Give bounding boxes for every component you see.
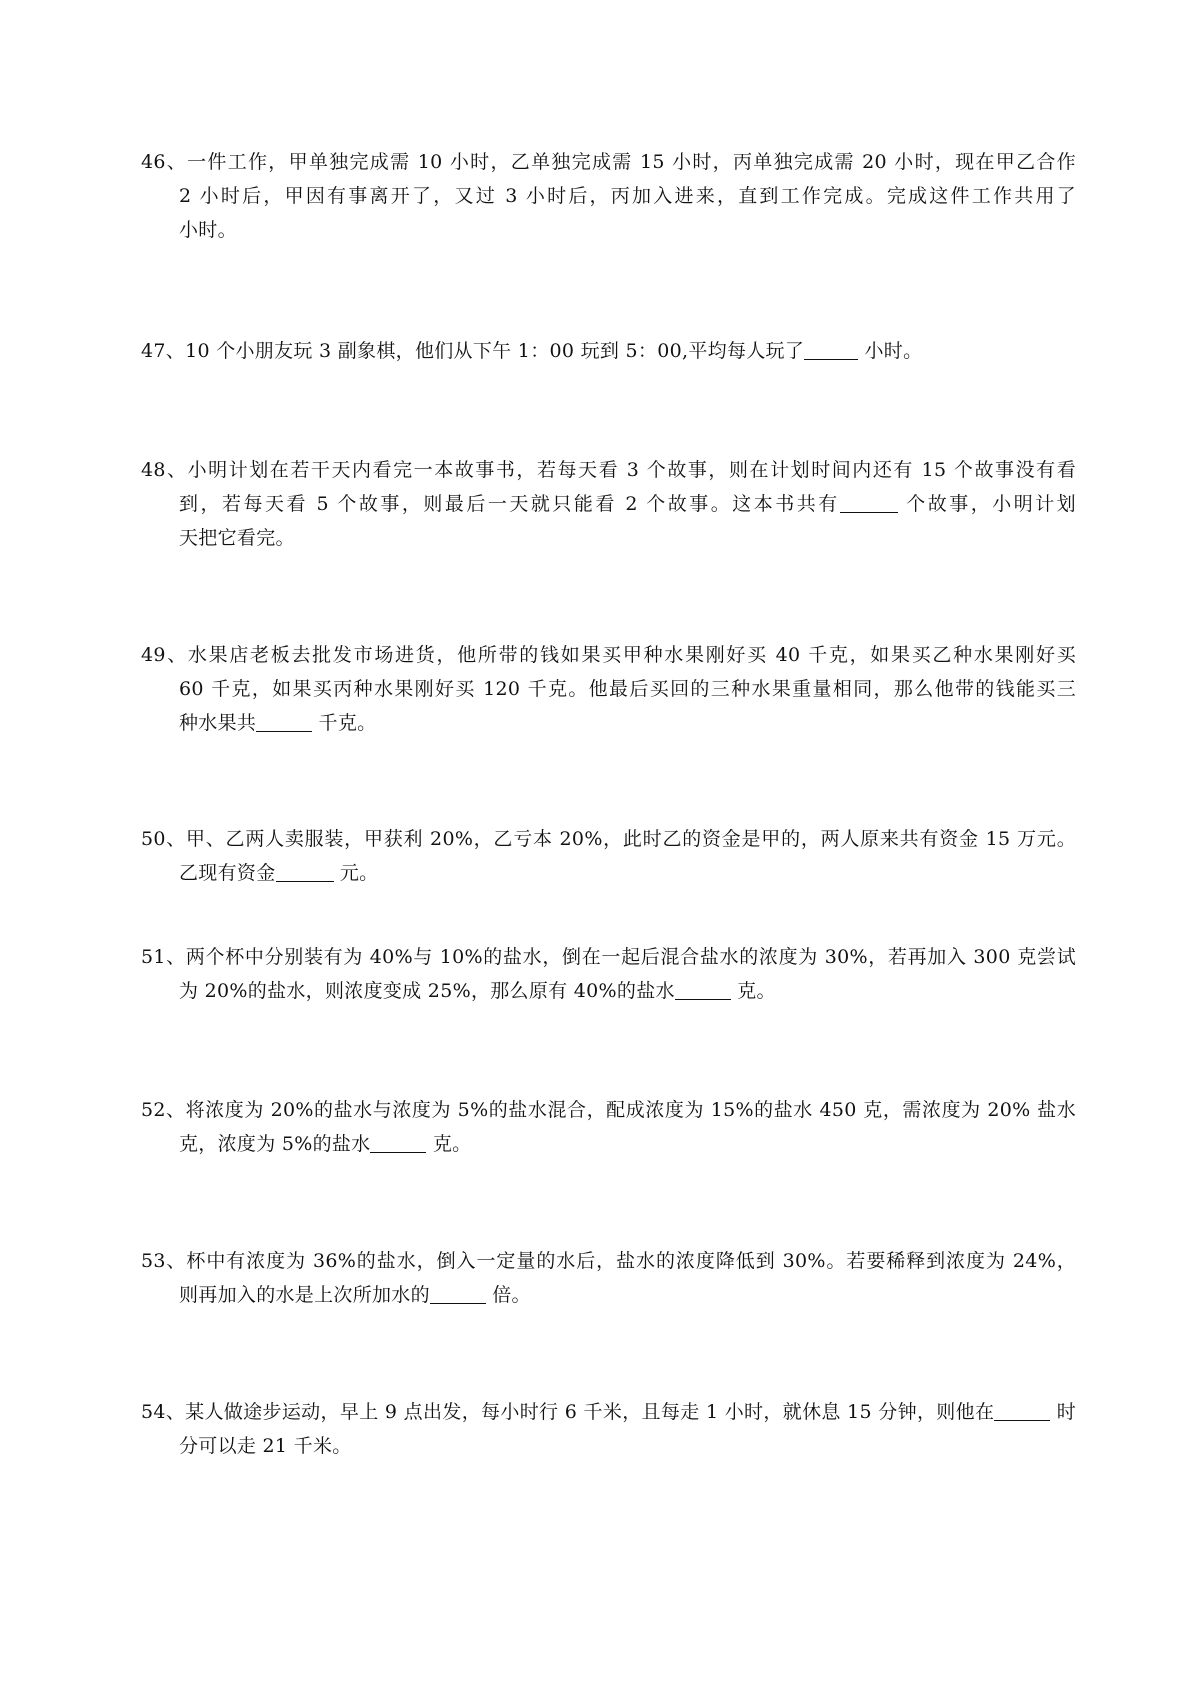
answer-blank[interactable] — [256, 711, 312, 732]
question-text: 时 — [1050, 1401, 1076, 1423]
answer-blank[interactable] — [276, 861, 334, 882]
question-text: 52、将浓度为 20%的盐水与浓度为 5%的盐水混合，配成浓度为 15%的盐水 450 克，需浓度为 20% 盐水 — [141, 1099, 1076, 1121]
question-text: 小时。 — [858, 340, 923, 362]
question-text: 乙现有资金 — [179, 862, 276, 884]
question-54 — [141, 1395, 1076, 1463]
question-line — [141, 974, 1076, 1008]
question-text: 到，若每天看 5 个故事，则最后一天就只能看 2 个故事。这本书共有 — [179, 493, 840, 515]
question-text: 49、水果店老板去批发市场进货，他所带的钱如果买甲种水果刚好买 40 千克，如果买乙种水果刚好买 — [141, 644, 1076, 666]
question-line — [141, 521, 1076, 555]
question-line — [141, 1127, 1076, 1161]
question-text: 54、某人做途步运动，早上 9 点出发，每小时行 6 千米，且每走 1 小时，就休息 15 分钟，则他在 — [141, 1401, 995, 1423]
question-line — [141, 487, 1076, 521]
question-text: 48、小明计划在若干天内看完一本故事书，若每天看 3 个故事，则在计划时间内还有 15 个故事没有看 — [141, 459, 1076, 481]
question-text: 47、10 个小朋友玩 3 副象棋，他们从下午 1：00 玩到 5：00,平均每人玩了 — [141, 340, 805, 362]
answer-blank[interactable] — [675, 979, 731, 1000]
question-text: 千克。 — [312, 712, 377, 734]
question-text: 60 千克，如果买丙种水果刚好买 120 千克。他最后买回的三种水果重量相同，那么他带的钱能买三 — [179, 678, 1076, 700]
question-text: 元。 — [333, 862, 379, 884]
question-line — [141, 213, 1076, 247]
question-line — [141, 822, 1076, 856]
answer-blank[interactable] — [994, 1400, 1050, 1421]
question-text: 46、一件工作，甲单独完成需 10 小时，乙单独完成需 15 小时，丙单独完成需 20 小时，现在甲乙合作 — [141, 151, 1076, 173]
question-line — [141, 638, 1076, 672]
question-line — [141, 1429, 1076, 1463]
question-46 — [141, 145, 1076, 247]
question-text: 种水果共 — [179, 712, 257, 734]
question-text: 克。 — [730, 980, 776, 1002]
question-line — [141, 145, 1076, 179]
question-text: 克。 — [426, 1133, 472, 1155]
question-53 — [141, 1244, 1076, 1312]
question-52 — [141, 1093, 1076, 1161]
question-line — [141, 940, 1076, 974]
question-text: 为 20%的盐水，则浓度变成 25%，那么原有 40%的盐水 — [179, 980, 675, 1002]
question-line — [141, 856, 1076, 890]
answer-blank[interactable] — [370, 1132, 426, 1153]
question-line — [141, 706, 1076, 740]
question-line — [141, 672, 1076, 706]
question-text: 2 小时后，甲因有事离开了，又过 3 小时后，丙加入进来，直到工作完成。完成这件工作共用了 — [179, 185, 1076, 207]
question-50 — [141, 822, 1076, 890]
question-line — [141, 453, 1076, 487]
question-text: 小时。 — [179, 219, 237, 241]
answer-blank[interactable] — [804, 339, 858, 360]
question-48 — [141, 453, 1076, 555]
question-text: 个故事，小明计划 — [897, 493, 1076, 515]
question-text: 50、甲、乙两人卖服装，甲获利 20%，乙亏本 20%，此时乙的资金是甲的，两人原来共有资金 15 万元。 — [141, 828, 1076, 850]
question-text: 分可以走 21 千米。 — [179, 1435, 352, 1457]
question-line — [141, 1244, 1076, 1278]
answer-blank[interactable] — [840, 492, 898, 513]
question-text: 51、两个杯中分别装有为 40%与 10%的盐水，倒在一起后混合盐水的浓度为 30%，若再加入 300 克尝试 — [141, 946, 1076, 968]
answer-blank[interactable] — [430, 1283, 486, 1304]
question-line — [141, 1093, 1076, 1127]
question-line — [141, 179, 1076, 213]
question-line — [141, 1395, 1076, 1429]
question-text: 倍。 — [485, 1284, 531, 1306]
question-line — [141, 334, 1076, 368]
question-text: 天把它看完。 — [179, 527, 295, 549]
question-text: 则再加入的水是上次所加水的 — [179, 1284, 430, 1306]
question-49 — [141, 638, 1076, 740]
question-text: 克，浓度为 5%的盐水 — [179, 1133, 371, 1155]
question-line — [141, 1278, 1076, 1312]
question-51 — [141, 940, 1076, 1008]
question-text: 53、杯中有浓度为 36%的盐水，倒入一定量的水后，盐水的浓度降低到 30%。若要稀释到浓度为 24%， — [141, 1250, 1076, 1272]
question-47 — [141, 334, 1076, 368]
